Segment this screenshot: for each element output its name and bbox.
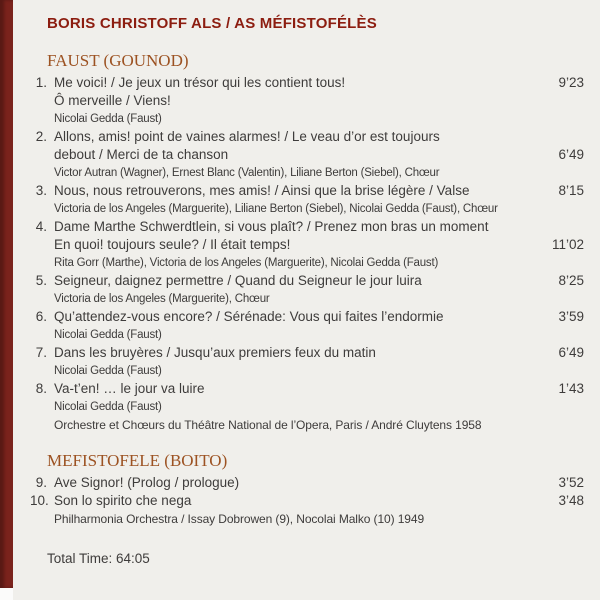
track-line-row bbox=[30, 236, 584, 254]
track-number: 3. bbox=[35, 183, 47, 198]
track-line-row bbox=[30, 218, 584, 236]
track-title: En quoi! toujours seule? / Il était temps! bbox=[54, 237, 291, 252]
track-title: Dame Marthe Schwerdtlein, si vous plaît? / Prenez mon bras un moment bbox=[54, 219, 489, 234]
track-credit: Nicolai Gedda (Faust) bbox=[54, 329, 162, 341]
track-time: 9’23 bbox=[558, 75, 584, 90]
track-title: Me voici! / Je jeux un trésor qui les contient tous! bbox=[54, 75, 346, 90]
total-time: Total Time: 64:05 bbox=[47, 551, 150, 566]
track-line-row bbox=[30, 272, 584, 290]
sections-container bbox=[30, 50, 584, 528]
track-credit: Victoria de los Angeles (Marguerite), Chœur bbox=[54, 293, 270, 305]
track-number: 10. bbox=[30, 493, 49, 508]
track-title: Qu’attendez-vous encore? / Sérénade: Vous qui faites l’endormie bbox=[54, 309, 444, 324]
track-line-row bbox=[30, 474, 584, 492]
track-number: 2. bbox=[35, 129, 47, 144]
track-credit: Nicolai Gedda (Faust) bbox=[54, 365, 162, 377]
track-number: 9. bbox=[35, 475, 47, 490]
left-maroon-strip bbox=[0, 0, 13, 588]
tracklist-content bbox=[30, 14, 584, 568]
track-line-row bbox=[30, 182, 584, 200]
track-title: Son lo spirito che nega bbox=[54, 493, 192, 508]
section-performers: Orchestre et Chœurs du Théâtre National de l’Opera, Paris / André Cluytens 1958 bbox=[54, 418, 482, 432]
track-number: 1. bbox=[35, 75, 47, 90]
track-time bbox=[536, 128, 584, 146]
track-line-row bbox=[30, 74, 584, 92]
track-time: 6’49 bbox=[558, 345, 584, 360]
track-number bbox=[30, 236, 54, 254]
track-time: 3’52 bbox=[558, 475, 584, 490]
section-performers: Philharmonia Orchestra / Issay Dobrowen (9), Nocolai Malko (10) 1949 bbox=[54, 512, 425, 526]
track-time: 6’49 bbox=[558, 147, 584, 162]
track-number: 7. bbox=[35, 345, 47, 360]
track-time: 1’43 bbox=[558, 381, 584, 396]
left-strip-bottom-edge bbox=[0, 588, 13, 600]
track-title: Dans les bruyères / Jusqu’aux premiers feux du matin bbox=[54, 345, 376, 360]
track-line-row bbox=[30, 492, 584, 510]
track-title: Nous, nous retrouverons, mes amis! / Ainsi que la brise légère / Valse bbox=[54, 183, 470, 198]
track-credit: Victor Autran (Wagner), Ernest Blanc (Valentin), Liliane Berton (Siebel), Chœur bbox=[54, 167, 440, 179]
track-time: 3’59 bbox=[558, 309, 584, 324]
track-number: 5. bbox=[35, 273, 47, 288]
track-time: 8’15 bbox=[558, 183, 584, 198]
track-title: debout / Merci de ta chanson bbox=[54, 147, 229, 162]
track-time: 3’48 bbox=[558, 493, 584, 508]
track-credit: Rita Gorr (Marthe), Victoria de los Angeles (Marguerite), Nicolai Gedda (Faust) bbox=[54, 257, 439, 269]
track-time bbox=[536, 92, 584, 110]
track-credit: Nicolai Gedda (Faust) bbox=[54, 401, 162, 413]
track-title: Allons, amis! point de vaines alarmes! / Le veau d’or est toujours bbox=[54, 129, 440, 144]
track-time: 11’02 bbox=[551, 237, 584, 252]
track-number: 4. bbox=[35, 219, 47, 234]
track-title: Ave Signor! (Prolog / prologue) bbox=[54, 475, 240, 490]
track-number: 6. bbox=[35, 309, 47, 324]
track-line-row bbox=[30, 344, 584, 362]
track-credit: Victoria de los Angeles (Marguerite), Liliane Berton (Siebel), Nicolai Gedda (Faust), Chœur bbox=[54, 203, 498, 215]
track-number bbox=[30, 146, 54, 164]
track-line-row bbox=[30, 308, 584, 326]
track-title: Seigneur, daignez permettre / Quand du Seigneur le jour luira bbox=[54, 273, 422, 288]
track-number bbox=[30, 92, 54, 110]
track-time: 8’25 bbox=[558, 273, 584, 288]
track-title: Ô merveille / Viens! bbox=[54, 93, 171, 108]
track-line-row bbox=[30, 380, 584, 398]
page-title: BORIS CHRISTOFF ALS / AS MÉFISTOFÉLÈS bbox=[47, 15, 377, 32]
section-heading: MEFISTOFELE (BOITO) bbox=[47, 451, 228, 470]
track-title: Va-t’en! … le jour va luire bbox=[54, 381, 205, 396]
track-line-row bbox=[30, 92, 584, 110]
track-line-row bbox=[30, 128, 584, 146]
track-time bbox=[536, 218, 584, 236]
track-line-row bbox=[30, 146, 584, 164]
track-credit: Nicolai Gedda (Faust) bbox=[54, 113, 162, 125]
section-heading: FAUST (GOUNOD) bbox=[47, 51, 189, 70]
track-number: 8. bbox=[35, 381, 47, 396]
